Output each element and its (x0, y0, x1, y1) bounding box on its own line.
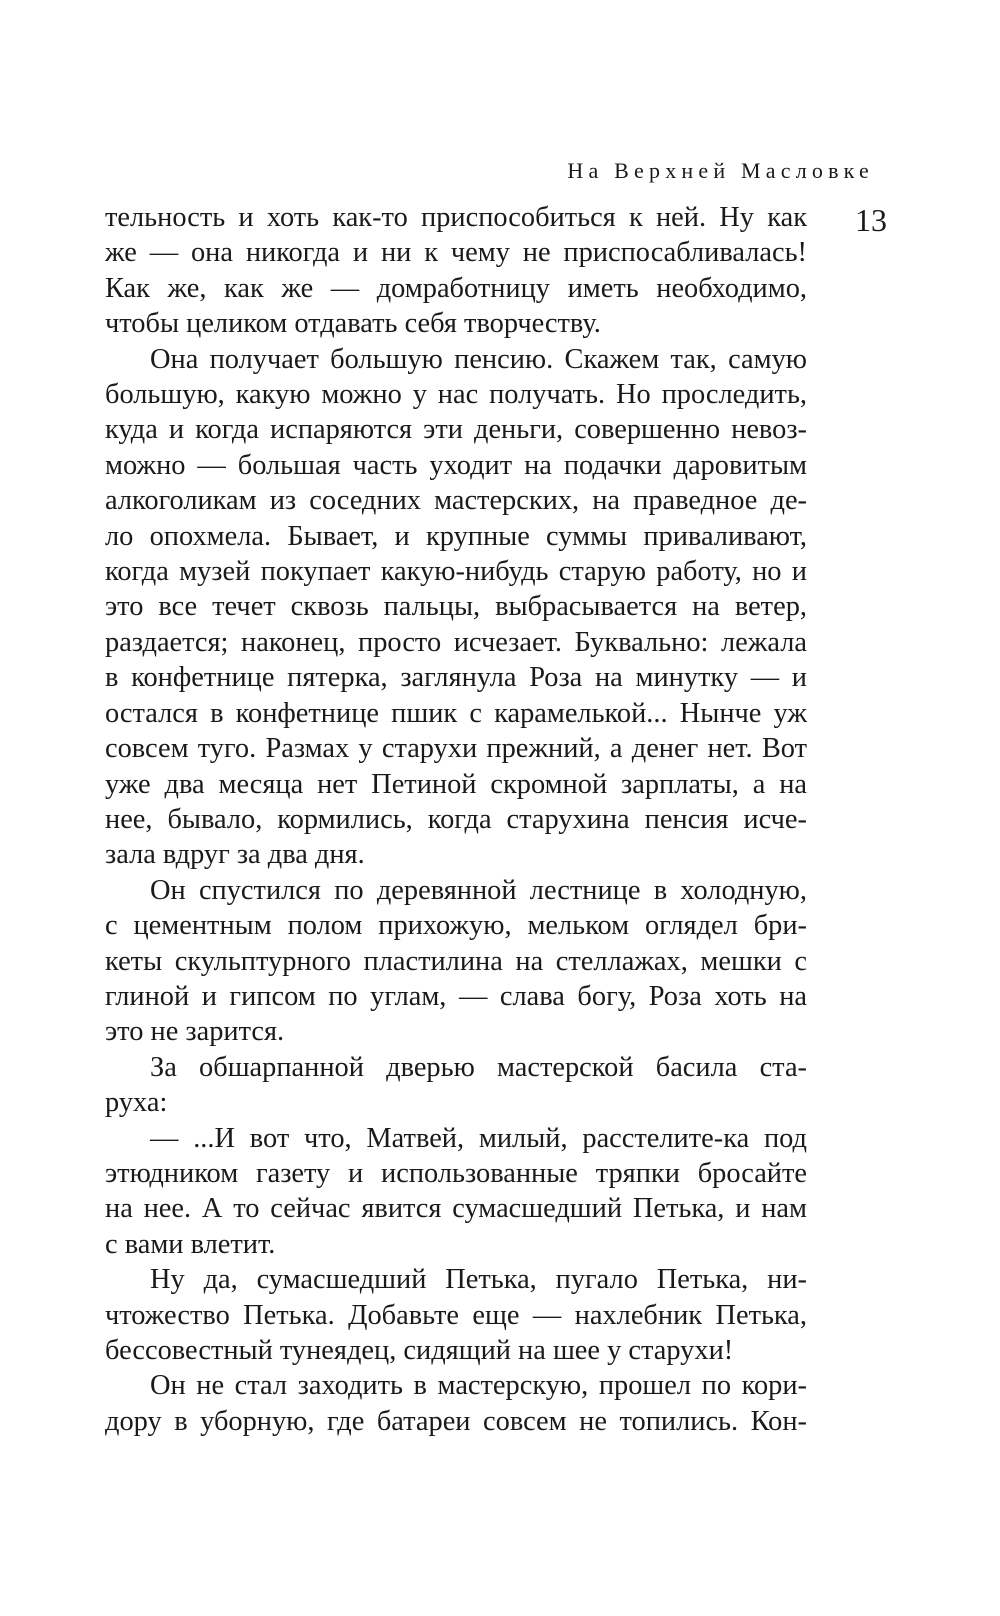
text-line: Он не стал заходить в мастерскую, прошел по кори- (150, 1370, 807, 1402)
text-line: бессовестный тунеядец, сидящий на шее у старухи! (105, 1335, 734, 1366)
text-line: алкоголикам из соседних мастерских, на праведное де- (105, 485, 807, 517)
text-line: руха: (105, 1087, 168, 1119)
text-line: куда и когда испаряются эти деньги, совершенно невоз- (105, 414, 807, 446)
text-line: этюдником газету и использованные тряпки бросайте (105, 1157, 807, 1189)
text-line: с цементным полом прихожую, мельком оглядел бри- (105, 910, 807, 942)
text-line: это не зарится. (105, 1016, 285, 1048)
text-line: зала вдруг за два дня. (105, 839, 365, 871)
text-line: раздается; наконец, просто исчезает. Буквально: лежала (105, 626, 807, 658)
text-line: кеты скульптурного пластилина на стеллажах, мешки с (105, 945, 807, 977)
text-line: чтобы целиком отдавать себя творчеству. (105, 308, 601, 340)
text-line: глиной и гипсом по углам, — слава богу, Роза хоть на (105, 980, 807, 1012)
text-line: тельность и хоть как-то приспособиться к ней. Ну как (105, 202, 807, 233)
text-line: Ну да, сумасшедший Петька, пугало Петька, ни- (150, 1264, 807, 1296)
text-line: нее, бывало, кормились, когда старухина пенсия исче- (105, 803, 807, 835)
running-title: На Верхней Масловке (567, 158, 874, 183)
text-line: чтожество Петька. Добавьте еще — нахлебник Петька, (105, 1299, 807, 1331)
text-line: уже два месяца нет Петиной скромной зарплаты, а на (105, 768, 807, 800)
text-line: дору в уборную, где батареи совсем не топились. Кон- (105, 1405, 807, 1437)
text-line: можно — большая часть уходит на подачки даровитым (105, 449, 807, 481)
text-line: ло опохмела. Бывает, и крупные суммы приваливают, (105, 520, 807, 552)
text-line: Он спустился по деревянной лестнице в холодную, (150, 874, 807, 906)
text-line: это все течет сквозь пальцы, выбрасывается на ветер, (105, 591, 807, 623)
text-line: на нее. А то сейчас явится сумасшедший Петька, и нам (105, 1193, 807, 1225)
text-line: в конфетнице пятерка, заглянула Роза на минутку — и (105, 662, 807, 694)
text-line: остался в конфетнице пшик с карамелькой... Нынче уж (105, 697, 807, 729)
text-line: же — она никогда и ни к чему не приспосабливалась! (105, 237, 807, 269)
text-line: — ...И вот что, Матвей, милый, расстелите-ка под (150, 1122, 807, 1154)
body-text (105, 200, 807, 1439)
page-number: 13 (855, 202, 887, 238)
text-line: большую, какую можно у нас получать. Но проследить, (105, 379, 807, 411)
text-line: За обшарпанной дверью мастерской басила ста- (150, 1051, 807, 1083)
text-line: с вами влетит. (105, 1228, 276, 1260)
text-line: Как же, как же — домработницу иметь необходимо, (105, 272, 807, 304)
text-line: совсем туго. Размах у старухи прежний, а денег нет. Вот (105, 733, 807, 765)
text-line: когда музей покупает какую-нибудь старую работу, но и (105, 556, 807, 588)
text-line: Она получает большую пенсию. Скажем так, самую (150, 343, 807, 375)
